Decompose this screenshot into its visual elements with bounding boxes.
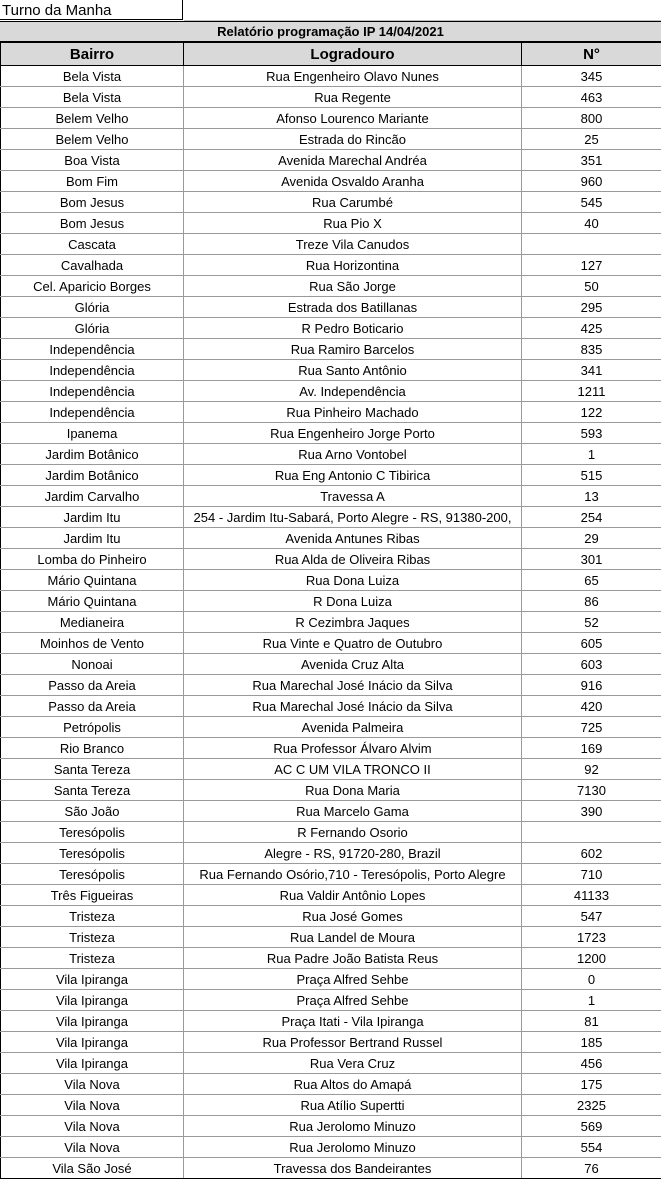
numero-cell[interactable]: 185 [522,1032,661,1053]
bairro-cell[interactable]: Jardim Itu [1,507,184,528]
bairro-cell[interactable]: Petrópolis [1,717,184,738]
table-row [1,1032,661,1053]
bairro-cell[interactable]: Santa Tereza [1,759,184,780]
bairro-cell[interactable]: Bom Jesus [1,213,184,234]
table-row [1,1074,661,1095]
bairro-cell[interactable]: Vila Ipiranga [1,1011,184,1032]
table-row [1,948,661,969]
table-row [1,360,661,381]
numero-cell[interactable]: 420 [522,696,661,717]
bairro-cell[interactable]: Cavalhada [1,255,184,276]
table-row [1,990,661,1011]
bairro-cell[interactable]: Independência [1,381,184,402]
numero-cell[interactable] [522,234,661,255]
logradouro-cell[interactable]: Travessa A [184,486,522,507]
numero-cell[interactable]: 710 [522,864,661,885]
table-row [1,969,661,990]
logradouro-cell[interactable]: Rua Marechal José Inácio da Silva [184,696,522,717]
logradouro-cell[interactable]: Rua Engenheiro Olavo Nunes [184,66,522,87]
logradouro-cell[interactable]: Afonso Lourenco Mariante [184,108,522,129]
table-row [1,864,661,885]
shift-label-cell[interactable]: Turno da Manha [0,0,183,20]
logradouro-cell[interactable]: R Cezimbra Jaques [184,612,522,633]
bairro-cell[interactable]: Lomba do Pinheiro [1,549,184,570]
bairro-cell[interactable]: Rio Branco [1,738,184,759]
bairro-cell[interactable]: Vila Ipiranga [1,1032,184,1053]
table-row [1,654,661,675]
logradouro-cell[interactable]: AC C UM VILA TRONCO II [184,759,522,780]
shift-row [0,0,661,21]
logradouro-cell[interactable]: R Pedro Boticario [184,318,522,339]
logradouro-cell[interactable]: Avenida Antunes Ribas [184,528,522,549]
table-row [1,150,661,171]
report-title[interactable]: Relatório programação IP 14/04/2021 [0,21,661,42]
bairro-cell[interactable]: Passo da Areia [1,696,184,717]
numero-cell[interactable]: 13 [522,486,661,507]
logradouro-cell[interactable]: R Fernando Osorio [184,822,522,843]
logradouro-cell[interactable]: Rua Pio X [184,213,522,234]
table-row [1,570,661,591]
bairro-cell[interactable]: Independência [1,339,184,360]
numero-cell[interactable]: 41133 [522,885,661,906]
table-row [1,486,661,507]
numero-cell[interactable]: 463 [522,87,661,108]
numero-cell[interactable]: 175 [522,1074,661,1095]
numero-cell[interactable]: 7130 [522,780,661,801]
numero-cell[interactable]: 602 [522,843,661,864]
table-row [1,696,661,717]
logradouro-cell[interactable]: Rua Horizontina [184,255,522,276]
numero-cell[interactable]: 545 [522,192,661,213]
numero-cell[interactable]: 301 [522,549,661,570]
numero-cell[interactable]: 127 [522,255,661,276]
bairro-cell[interactable]: Bom Jesus [1,192,184,213]
table-row [1,549,661,570]
table-row [1,381,661,402]
numero-cell[interactable]: 605 [522,633,661,654]
table-row [1,843,661,864]
table-row [1,402,661,423]
logradouro-cell[interactable]: Rua Atílio Supertti [184,1095,522,1116]
table-row [1,528,661,549]
numero-cell[interactable]: 1723 [522,927,661,948]
table-row [1,759,661,780]
table-row [1,801,661,822]
numero-cell[interactable]: 547 [522,906,661,927]
logradouro-cell[interactable]: Rua Vera Cruz [184,1053,522,1074]
table-row [1,87,661,108]
bairro-cell[interactable]: Jardim Botânico [1,465,184,486]
numero-cell[interactable]: 800 [522,108,661,129]
numero-cell[interactable]: 92 [522,759,661,780]
logradouro-cell[interactable]: Rua Vinte e Quatro de Outubro [184,633,522,654]
table-row [1,171,661,192]
table-row [1,465,661,486]
table-row [1,1095,661,1116]
table-row [1,444,661,465]
logradouro-cell[interactable]: Avenida Marechal Andréa [184,150,522,171]
bairro-cell[interactable]: Passo da Areia [1,675,184,696]
bairro-cell[interactable]: Teresópolis [1,843,184,864]
table-row [1,591,661,612]
header-row [1,43,661,66]
empty-cell[interactable] [184,0,661,21]
numero-cell[interactable]: 554 [522,1137,661,1158]
bairro-cell[interactable]: Vila São José [1,1158,184,1179]
numero-cell[interactable]: 390 [522,801,661,822]
numero-cell[interactable]: 1200 [522,948,661,969]
logradouro-cell[interactable]: Rua Engenheiro Jorge Porto [184,423,522,444]
numero-cell[interactable]: 593 [522,423,661,444]
table-row [1,780,661,801]
bairro-cell[interactable]: Vila Nova [1,1095,184,1116]
bairro-cell[interactable]: Jardim Carvalho [1,486,184,507]
table-row [1,108,661,129]
bairro-cell[interactable]: Teresópolis [1,822,184,843]
table-row [1,129,661,150]
bairro-cell[interactable]: São João [1,801,184,822]
numero-cell[interactable]: 0 [522,969,661,990]
numero-cell[interactable]: 122 [522,402,661,423]
numero-cell[interactable]: 569 [522,1116,661,1137]
logradouro-cell[interactable]: Avenida Palmeira [184,717,522,738]
logradouro-cell[interactable]: Rua Marechal José Inácio da Silva [184,675,522,696]
bairro-cell[interactable]: Bela Vista [1,87,184,108]
bairro-cell[interactable]: Vila Ipiranga [1,969,184,990]
header-numero[interactable]: N° [522,43,661,66]
numero-cell[interactable]: 725 [522,717,661,738]
numero-cell[interactable]: 169 [522,738,661,759]
bairro-cell[interactable]: Vila Nova [1,1137,184,1158]
bairro-cell[interactable]: Vila Ipiranga [1,1053,184,1074]
table-row [1,1137,661,1158]
numero-cell[interactable]: 81 [522,1011,661,1032]
table-row [1,213,661,234]
bairro-cell[interactable]: Belem Velho [1,108,184,129]
logradouro-cell[interactable]: Praça Alfred Sehbe [184,969,522,990]
logradouro-cell[interactable]: Rua Dona Maria [184,780,522,801]
logradouro-cell[interactable]: Rua José Gomes [184,906,522,927]
table-row [1,1116,661,1137]
bairro-cell[interactable]: Ipanema [1,423,184,444]
table-row [1,633,661,654]
logradouro-cell[interactable]: Estrada dos Batillanas [184,297,522,318]
header-logradouro[interactable]: Logradouro [184,43,522,66]
logradouro-cell[interactable]: Rua Altos do Amapá [184,1074,522,1095]
table-row [1,255,661,276]
numero-cell[interactable]: 345 [522,66,661,87]
table-row [1,675,661,696]
table-row [1,738,661,759]
bairro-cell[interactable]: Tristeza [1,927,184,948]
numero-cell[interactable]: 254 [522,507,661,528]
numero-cell[interactable]: 29 [522,528,661,549]
table-row [1,822,661,843]
table-row [1,276,661,297]
table-row [1,234,661,255]
logradouro-cell[interactable]: Estrada do Rincão [184,129,522,150]
logradouro-cell[interactable]: 254 - Jardim Itu-Sabará, Porto Alegre - RS, 91380-200, [184,507,522,528]
table-row [1,192,661,213]
table-row [1,507,661,528]
bairro-cell[interactable]: Independência [1,402,184,423]
table-row [1,66,661,87]
logradouro-cell[interactable]: Alegre - RS, 91720-280, Brazil [184,843,522,864]
bairro-cell[interactable]: Cascata [1,234,184,255]
logradouro-cell[interactable]: Rua Valdir Antônio Lopes [184,885,522,906]
logradouro-cell[interactable]: Av. Independência [184,381,522,402]
table-row [1,906,661,927]
table-row [1,927,661,948]
table-row [1,339,661,360]
bairro-cell[interactable]: Teresópolis [1,864,184,885]
numero-cell[interactable]: 76 [522,1158,661,1179]
logradouro-cell[interactable]: Treze Vila Canudos [184,234,522,255]
logradouro-cell[interactable]: Avenida Osvaldo Aranha [184,171,522,192]
bairro-cell[interactable]: Mário Quintana [1,591,184,612]
bairro-cell[interactable]: Independência [1,360,184,381]
bairro-cell[interactable]: Vila Ipiranga [1,990,184,1011]
bairro-cell[interactable]: Nonoai [1,654,184,675]
bairro-cell[interactable]: Moinhos de Vento [1,633,184,654]
bairro-cell[interactable]: Belem Velho [1,129,184,150]
bairro-cell[interactable]: Tristeza [1,948,184,969]
bairro-cell[interactable]: Jardim Botânico [1,444,184,465]
table-row [1,1053,661,1074]
bairro-cell[interactable]: Vila Nova [1,1116,184,1137]
logradouro-cell[interactable]: Rua Professor Bertrand Russel [184,1032,522,1053]
numero-cell[interactable]: 351 [522,150,661,171]
bairro-cell[interactable]: Vila Nova [1,1074,184,1095]
logradouro-cell[interactable]: Rua Marcelo Gama [184,801,522,822]
logradouro-cell[interactable]: Rua Jerolomo Minuzo [184,1116,522,1137]
logradouro-cell[interactable]: Rua Eng Antonio C Tibirica [184,465,522,486]
numero-cell[interactable]: 603 [522,654,661,675]
logradouro-cell[interactable]: Rua Padre João Batista Reus [184,948,522,969]
numero-cell[interactable]: 295 [522,297,661,318]
numero-cell[interactable]: 25 [522,129,661,150]
numero-cell[interactable]: 425 [522,318,661,339]
numero-cell[interactable]: 1 [522,444,661,465]
logradouro-cell[interactable]: Rua Pinheiro Machado [184,402,522,423]
table-row [1,717,661,738]
bairro-cell[interactable]: Boa Vista [1,150,184,171]
bairro-cell[interactable]: Bela Vista [1,66,184,87]
numero-cell[interactable] [522,822,661,843]
schedule-table [0,42,661,1179]
numero-cell[interactable]: 40 [522,213,661,234]
numero-cell[interactable]: 515 [522,465,661,486]
table-row [1,885,661,906]
numero-cell[interactable]: 50 [522,276,661,297]
numero-cell[interactable]: 65 [522,570,661,591]
logradouro-cell[interactable]: Rua Fernando Osório,710 - Teresópolis, Porto Alegre [184,864,522,885]
logradouro-cell[interactable]: Rua Landel de Moura [184,927,522,948]
logradouro-cell[interactable]: Rua Professor Álvaro Alvim [184,738,522,759]
bairro-cell[interactable]: Santa Tereza [1,780,184,801]
bairro-cell[interactable]: Três Figueiras [1,885,184,906]
table-row [1,1158,661,1179]
logradouro-cell[interactable]: Rua Carumbé [184,192,522,213]
table-row [1,612,661,633]
logradouro-cell[interactable]: Rua Regente [184,87,522,108]
bairro-cell[interactable]: Glória [1,318,184,339]
logradouro-cell[interactable]: Rua Alda de Oliveira Ribas [184,549,522,570]
logradouro-cell[interactable]: Travessa dos Bandeirantes [184,1158,522,1179]
logradouro-cell[interactable]: Rua Ramiro Barcelos [184,339,522,360]
bairro-cell[interactable]: Mário Quintana [1,570,184,591]
numero-cell[interactable]: 2325 [522,1095,661,1116]
logradouro-cell[interactable]: R Dona Luiza [184,591,522,612]
table-body [1,66,661,1179]
bairro-cell[interactable]: Glória [1,297,184,318]
bairro-cell[interactable]: Cel. Aparicio Borges [1,276,184,297]
header-bairro[interactable]: Bairro [1,43,184,66]
logradouro-cell[interactable]: Rua São Jorge [184,276,522,297]
bairro-cell[interactable]: Jardim Itu [1,528,184,549]
numero-cell[interactable]: 456 [522,1053,661,1074]
logradouro-cell[interactable]: Avenida Cruz Alta [184,654,522,675]
table-row [1,1011,661,1032]
bairro-cell[interactable]: Medianeira [1,612,184,633]
numero-cell[interactable]: 86 [522,591,661,612]
numero-cell[interactable]: 916 [522,675,661,696]
logradouro-cell[interactable]: Rua Dona Luiza [184,570,522,591]
logradouro-cell[interactable]: Rua Santo Antônio [184,360,522,381]
bairro-cell[interactable]: Bom Fim [1,171,184,192]
table-row [1,318,661,339]
numero-cell[interactable]: 1211 [522,381,661,402]
numero-cell[interactable]: 835 [522,339,661,360]
logradouro-cell[interactable]: Rua Arno Vontobel [184,444,522,465]
logradouro-cell[interactable]: Rua Jerolomo Minuzo [184,1137,522,1158]
logradouro-cell[interactable]: Praça Itati - Vila Ipiranga [184,1011,522,1032]
numero-cell[interactable]: 1 [522,990,661,1011]
logradouro-cell[interactable]: Praça Alfred Sehbe [184,990,522,1011]
numero-cell[interactable]: 52 [522,612,661,633]
bairro-cell[interactable]: Tristeza [1,906,184,927]
table-row [1,423,661,444]
numero-cell[interactable]: 341 [522,360,661,381]
table-row [1,297,661,318]
numero-cell[interactable]: 960 [522,171,661,192]
